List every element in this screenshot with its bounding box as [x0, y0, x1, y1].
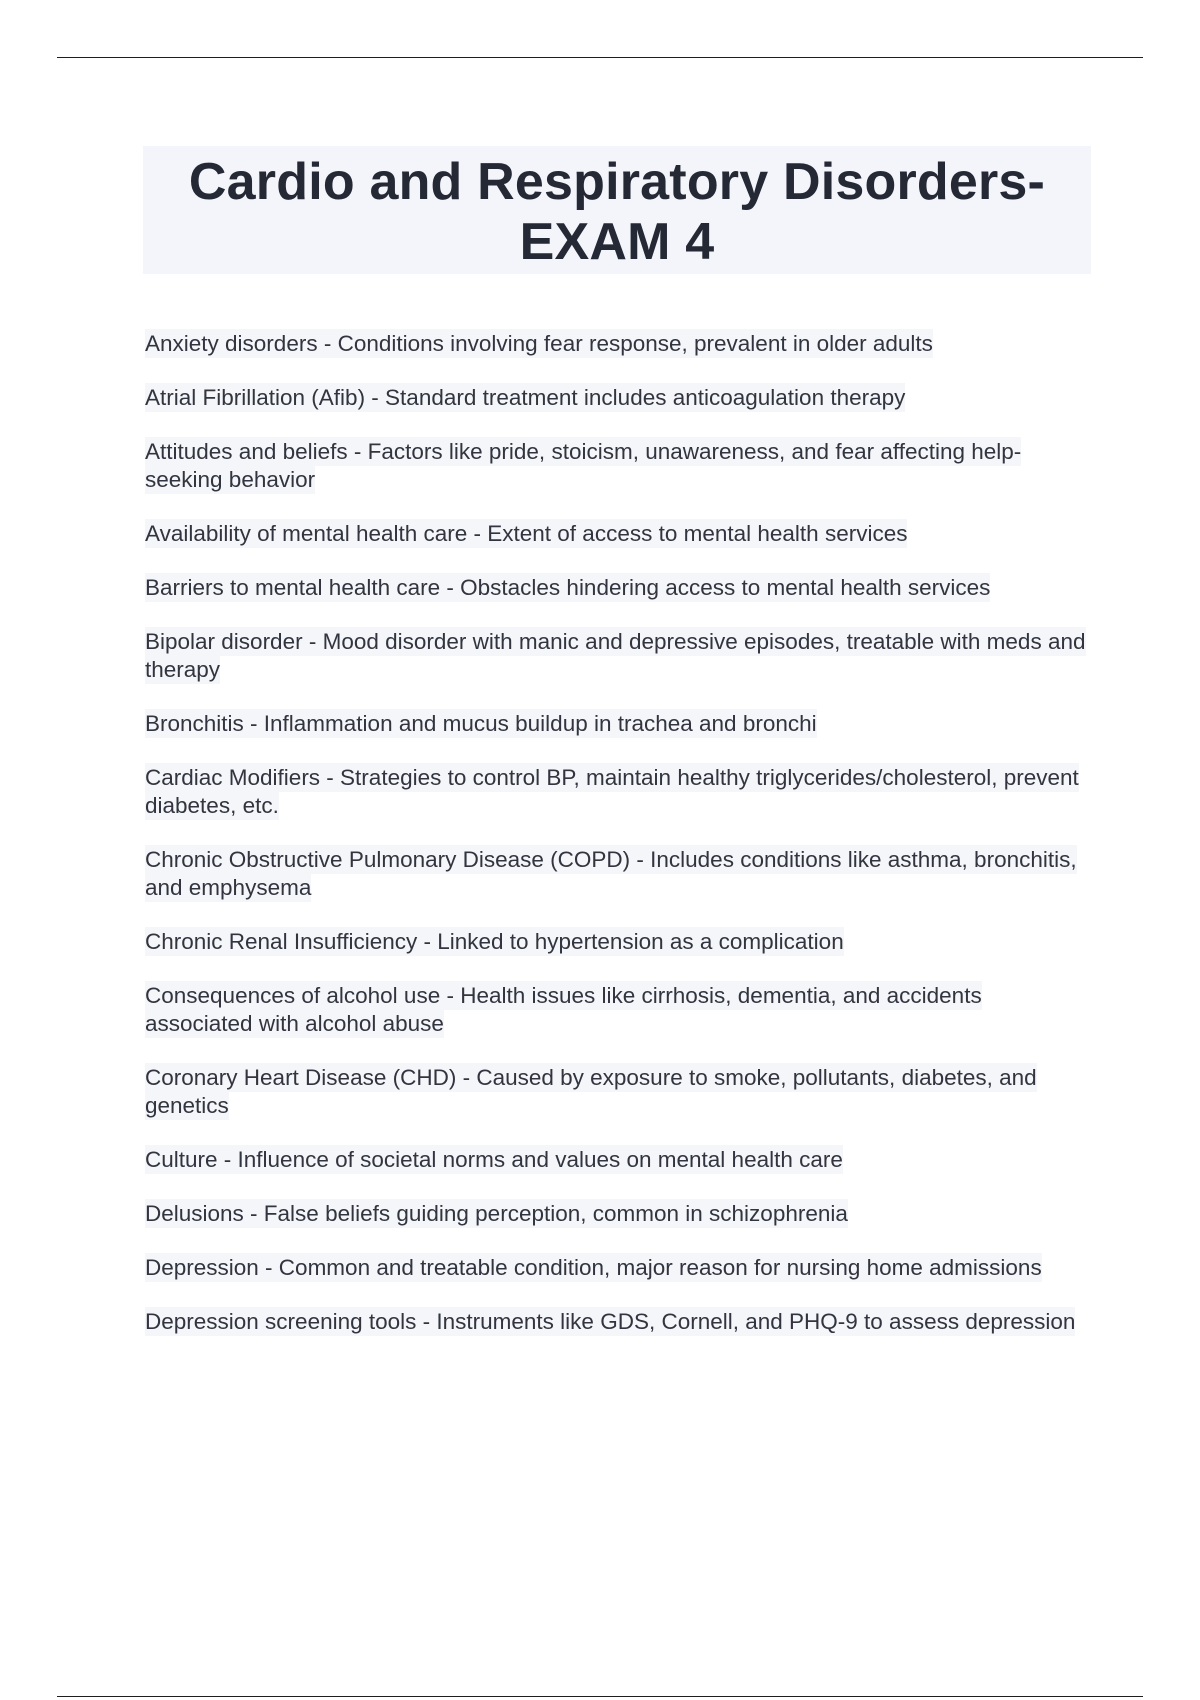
entry-text: Availability of mental health care - Extent of access to mental health services: [145, 521, 908, 546]
entry-text: Delusions - False beliefs guiding perception, common in schizophrenia: [145, 1201, 848, 1226]
term-entry-availability-care: [145, 520, 1095, 548]
entry-text: Depression screening tools - Instruments like GDS, Cornell, and PHQ-9 to assess depression: [145, 1309, 1076, 1334]
entry-text: Attitudes and beliefs - Factors like pride, stoicism, unawareness, and fear affecting help-seeking behavior: [145, 439, 1022, 492]
term-entry-atrial-fibrillation: [145, 384, 1095, 412]
term-entry-attitudes-beliefs: [145, 438, 1095, 494]
entry-text: Coronary Heart Disease (CHD) - Caused by exposure to smoke, pollutants, diabetes, and genetics: [145, 1065, 1037, 1118]
term-entry-chd: [145, 1064, 1095, 1120]
entry-text: Cardiac Modifiers - Strategies to control BP, maintain healthy triglycerides/cholesterol, prevent diabetes, etc.: [145, 765, 1079, 818]
entry-text: Depression - Common and treatable condition, major reason for nursing home admissions: [145, 1255, 1042, 1280]
top-divider: [57, 57, 1143, 58]
term-entry-depression: [145, 1254, 1095, 1282]
entry-text: Anxiety disorders - Conditions involving fear response, prevalent in older adults: [145, 331, 933, 356]
entry-text: Barriers to mental health care - Obstacles hindering access to mental health services: [145, 575, 991, 600]
term-entry-alcohol-consequences: [145, 982, 1095, 1038]
term-entry-anxiety-disorders: [145, 330, 1095, 358]
term-entry-barriers-care: [145, 574, 1095, 602]
title-line-2: EXAM 4: [519, 213, 715, 271]
term-entry-delusions: [145, 1200, 1095, 1228]
term-entry-depression-tools: [145, 1308, 1095, 1336]
entry-text: Bronchitis - Inflammation and mucus buildup in trachea and bronchi: [145, 711, 817, 736]
term-list: [145, 330, 1095, 1362]
term-entry-bipolar-disorder: [145, 628, 1095, 684]
term-entry-chronic-renal: [145, 928, 1095, 956]
term-entry-copd: [145, 846, 1095, 902]
entry-text: Atrial Fibrillation (Afib) - Standard treatment includes anticoagulation therapy: [145, 385, 906, 410]
document-title: [143, 146, 1091, 274]
term-entry-culture: [145, 1146, 1095, 1174]
entry-text: Bipolar disorder - Mood disorder with manic and depressive episodes, treatable with meds and therapy: [145, 629, 1086, 682]
term-entry-bronchitis: [145, 710, 1095, 738]
entry-text: Chronic Obstructive Pulmonary Disease (COPD) - Includes conditions like asthma, bronchitis, and emphysema: [145, 847, 1077, 900]
term-entry-cardiac-modifiers: [145, 764, 1095, 820]
title-line-1: Cardio and Respiratory Disorders-: [188, 153, 1046, 211]
bottom-divider: [57, 1696, 1143, 1697]
entry-text: Chronic Renal Insufficiency - Linked to hypertension as a complication: [145, 929, 844, 954]
entry-text: Culture - Influence of societal norms and values on mental health care: [145, 1147, 843, 1172]
entry-text: Consequences of alcohol use - Health issues like cirrhosis, dementia, and accidents associated with alcohol abuse: [145, 983, 982, 1036]
